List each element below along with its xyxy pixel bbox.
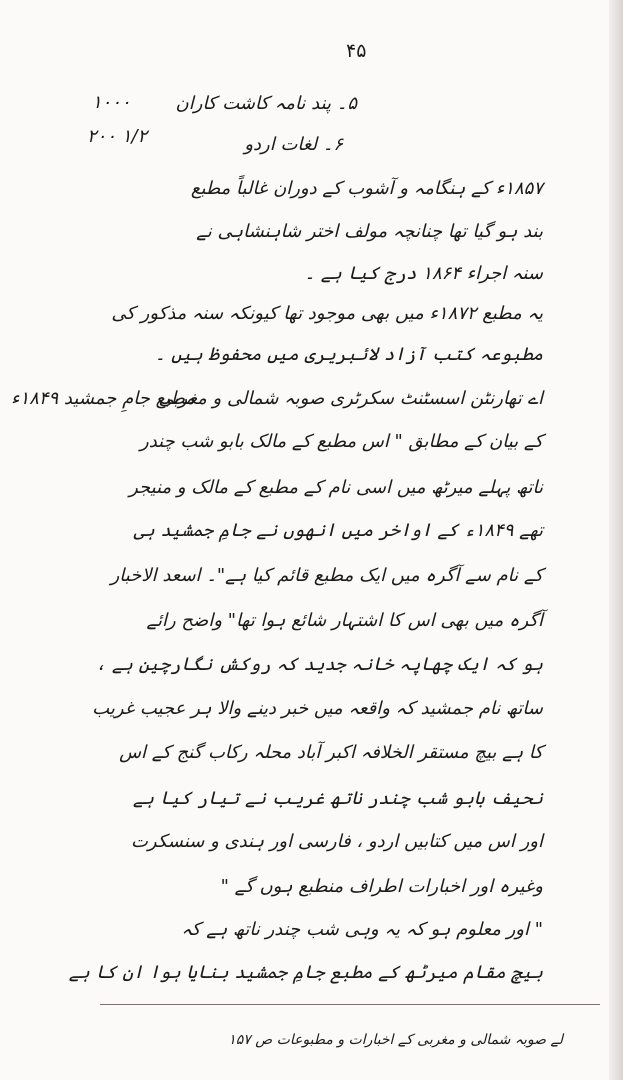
text-line-13: آگرہ میں بھی اس کا اشتہار شائع ہوا تھا" واضح رائے: [146, 610, 543, 631]
text-line-6: یہ مطبع ۱۸۷۲ء میں بھی موجود تھا کیونکہ سنہ مذکور کی: [111, 303, 543, 324]
text-line-14: ہو کہ ایک چھاپہ خانہ جدید کہ روکش نگارچین ہے ،: [95, 654, 543, 675]
text-line-9: کے بیان کے مطابق " اس مطبع کے مالک بابو شب چندر: [140, 431, 543, 452]
text-line-3: ۱۸۵۷ء کے ہنگامہ و آشوب کے دوران غالباً مطبع: [190, 178, 543, 199]
price-line-2: ۲۰۰ ۱/۲: [87, 126, 148, 147]
text-line-19: وغیرہ اور اخبارات اطراف منطبع ہوں گے ": [220, 876, 543, 897]
text-line-18: اور اس میں کتابیں اردو ، فارسی اور ہندی و سنسکرت: [130, 831, 543, 852]
text-line-5: سنہ اجراء ۱۸۶۴ درج کیا ہے ۔: [304, 263, 543, 284]
footnote-rule: [100, 1004, 600, 1005]
text-line-17: نحیف بابو شب چندر ناتھ غریب نے تیار کیا ہے: [132, 788, 543, 809]
footnote: لے صوبہ شمالی و مغربی کے اخبارات و مطبوعات ص ۱۵۷: [228, 1032, 563, 1048]
text-line-21: بیچ مقام میرٹھ کے مطبع جامِ جمشید بنایا ہوا ان کا ہے: [68, 962, 543, 983]
text-line-8: اے تھارنٹن اسسٹنٹ سکرٹری صوبہ شمالی و مغربی: [158, 388, 543, 409]
binding-shadow: [609, 0, 623, 1080]
text-line-11: تھے ۱۸۴۹ء کے اواخر میں انھوں نے جامِ جمشید ہی: [133, 520, 543, 541]
text-line-15: ساتھ نام جمشید کہ واقعہ میں خبر دینے والا ہر عجیب غریب: [92, 698, 543, 719]
margin-note: مطبع جامِ جمشید ۱۸۴۹ء: [11, 388, 195, 409]
price-line-1: ۱۰۰۰: [92, 92, 131, 113]
text-line-1: ۵۔ پند نامہ کاشت کاران: [175, 93, 357, 114]
text-line-16: کا ہے بیچ مستقر الخلافہ اکبر آباد محلہ رکاب گنج کے اس: [119, 742, 543, 763]
page-number: ۴۵: [346, 40, 367, 62]
text-line-2: ۶۔ لغات اردو: [244, 134, 343, 155]
text-line-7: مطبوعہ کتب آزاد لائبریری میں محفوظ ہیں ۔: [154, 344, 543, 365]
text-line-20: " اور معلوم ہو کہ یہ وہی شب چندر ناتھ ہے کہ: [181, 919, 543, 940]
text-line-4: بند ہو گیا تھا چنانچہ مولف اختر شاہنشاہی نے: [196, 221, 543, 242]
text-line-10: ناتھ پہلے میرٹھ میں اسی نام کے مطبع کے مالک و منیجر: [129, 477, 543, 498]
text-line-12: کے نام سے آگرہ میں ایک مطبع قائم کیا ہے"۔ اسعد الاخبار: [110, 565, 543, 586]
